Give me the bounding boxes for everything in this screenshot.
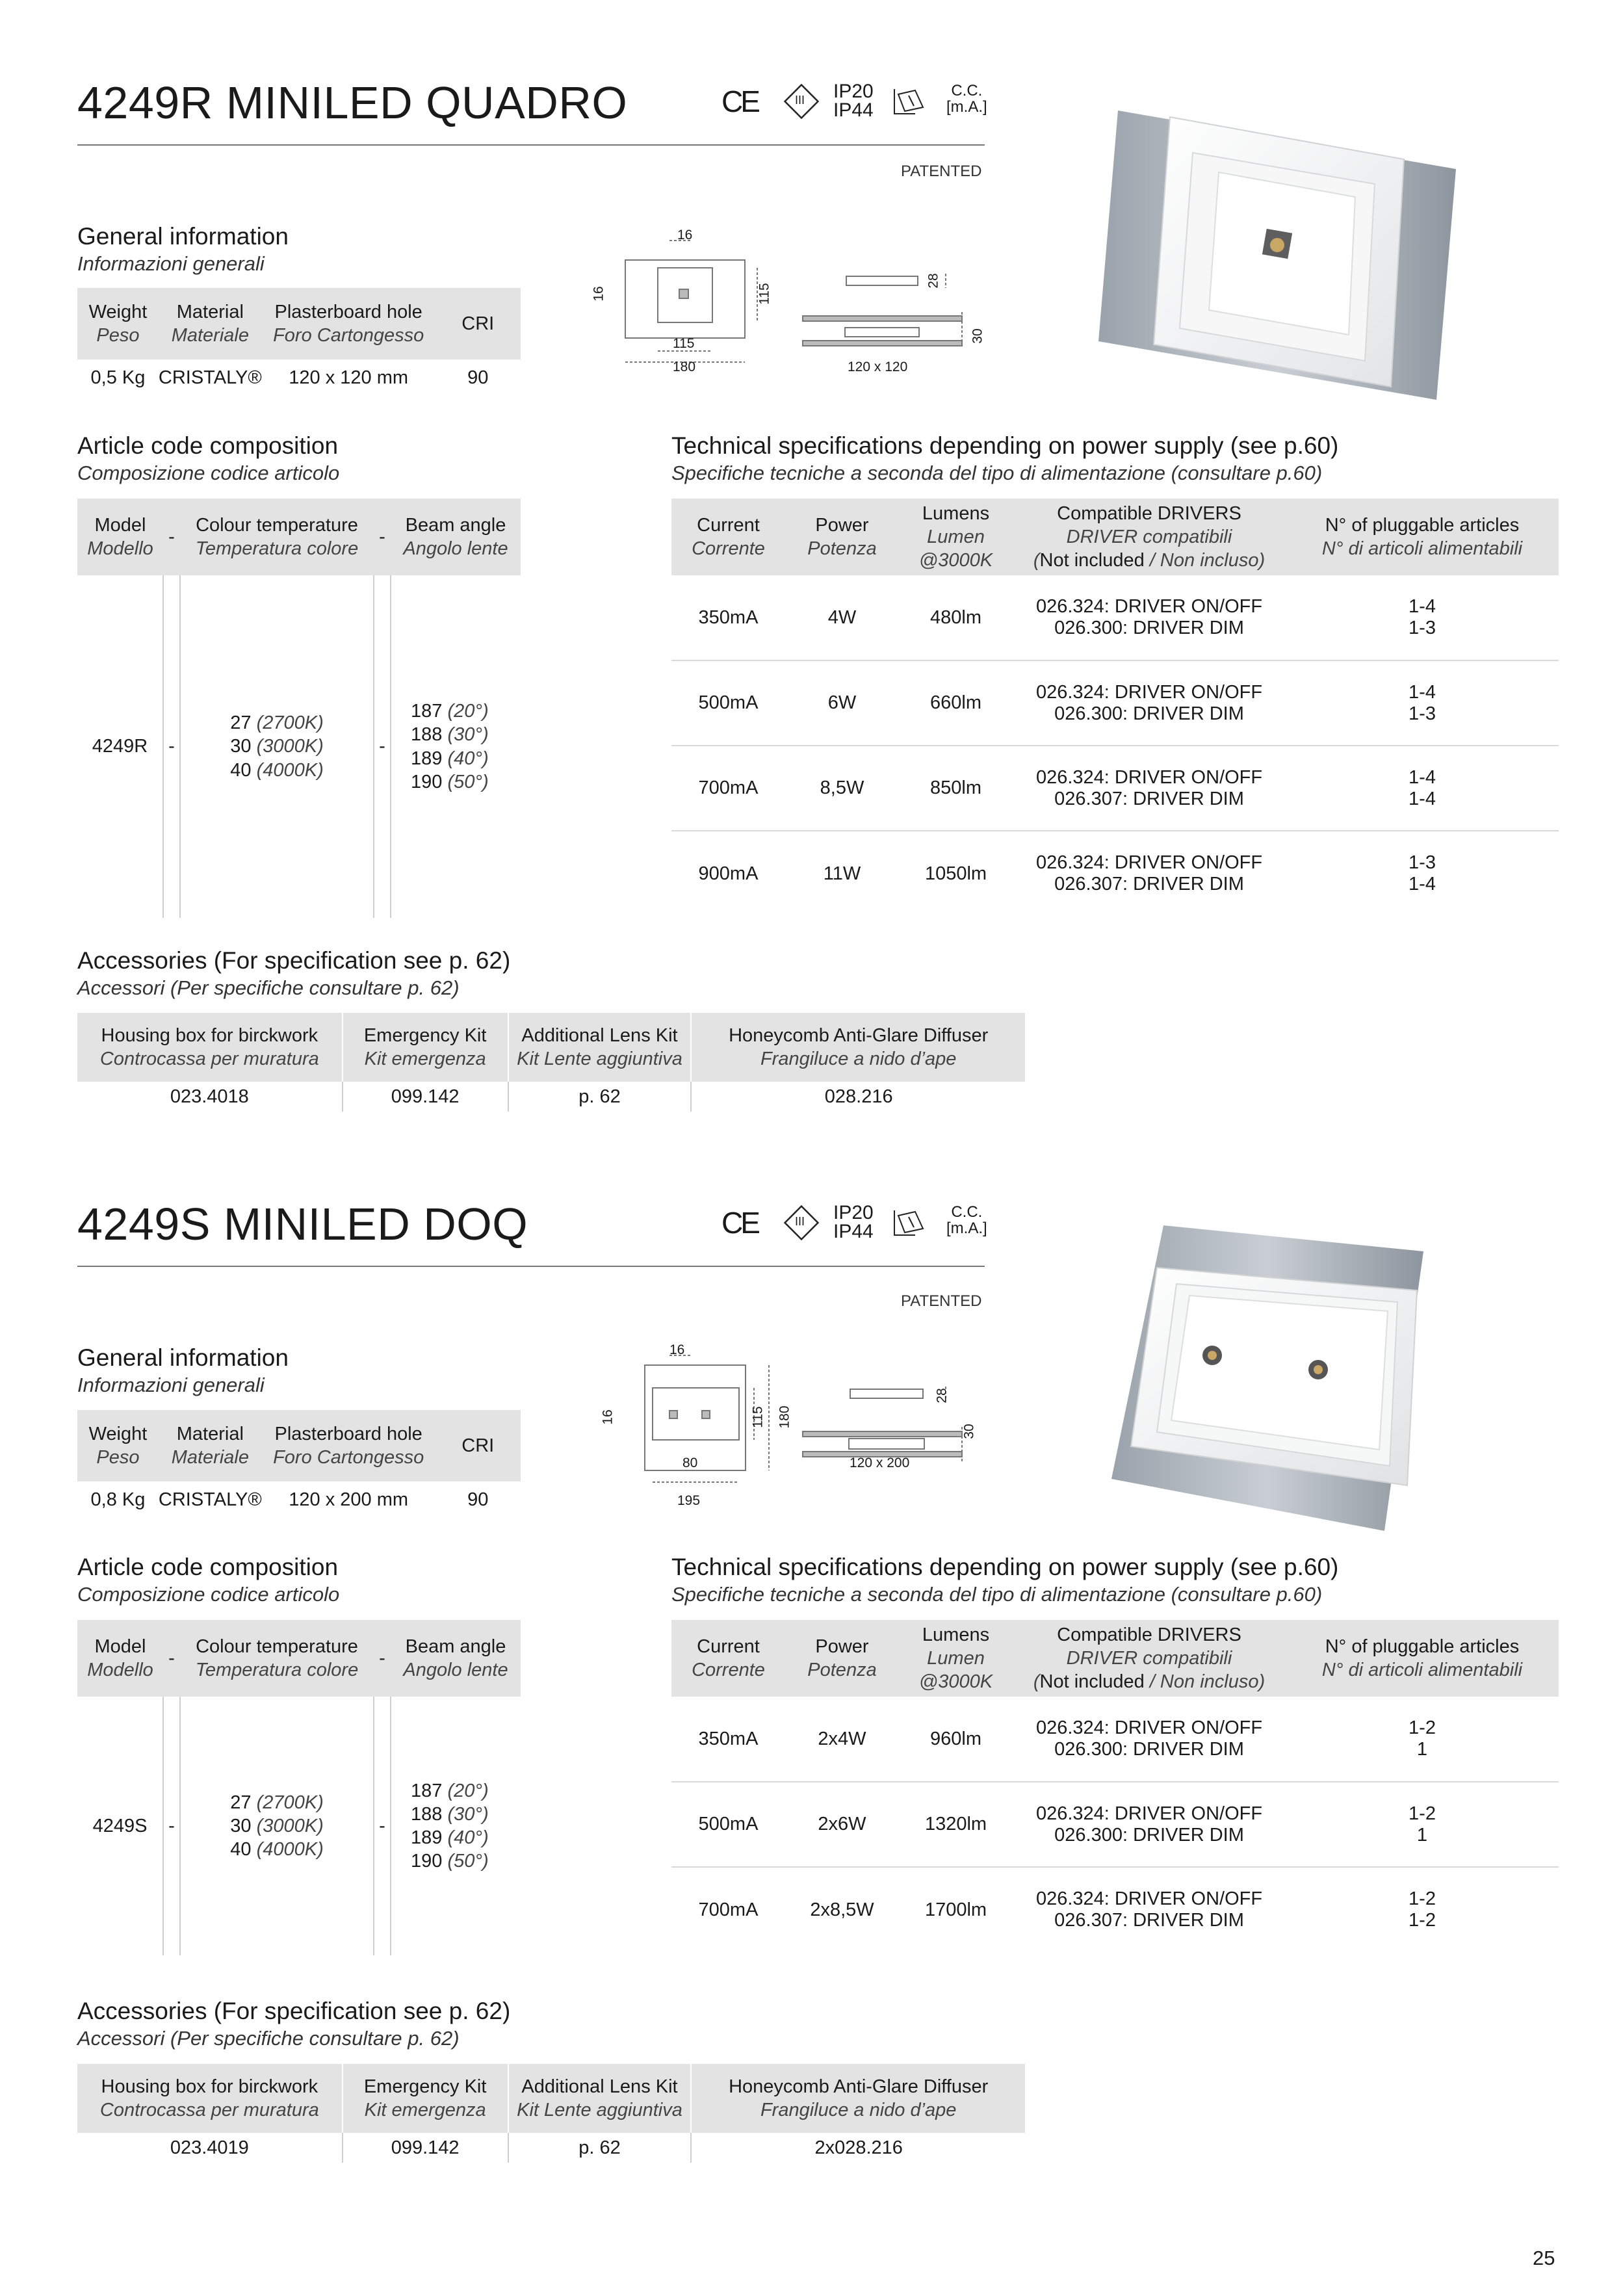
table-row: 350mA 4W 480lm 026.324: DRIVER ON/OFF 026.300: DRIVER DIM 1-4 1-3 — [671, 575, 1559, 660]
accessories-heading-it: Accessori (Per specifiche consultare p. 62) — [77, 976, 460, 999]
col-emergency-kit: Emergency Kit Kit emergenza — [343, 1013, 508, 1082]
tech-spec-heading: Technical specifications depending on power supply (see p.60) — [671, 1554, 1339, 1580]
diffuser-code: 2x028.216 — [814, 2137, 903, 2158]
ip44-label: IP44 — [833, 99, 874, 121]
patented-label: PATENTED — [901, 1292, 982, 1310]
certification-icons — [721, 1203, 994, 1248]
model-value: 4249R — [77, 575, 163, 918]
table-row: 900mA 11W 1050lm 026.324: DRIVER ON/OFF 026.307: DRIVER DIM 1-3 1-4 — [698, 852, 1436, 894]
mounting-surface-icon — [889, 81, 929, 122]
cc-label: C.C. — [951, 1203, 983, 1221]
col-power: Power Potenza — [785, 499, 899, 575]
dim-30: 30 — [970, 328, 985, 344]
col-weight: Weight Peso — [77, 288, 159, 359]
certification-icons — [721, 81, 994, 127]
table-row: 700mA 2x8,5W 1700lm 026.324: DRIVER ON/OFF 026.307: DRIVER DIM 1-2 1-2 — [698, 1888, 1436, 1931]
dim-80: 80 — [682, 1455, 698, 1470]
tech-spec-heading-it: Specifiche tecniche a seconda del tipo di alimentazione (consultare p.60) — [671, 462, 1323, 484]
housing-box-code: 023.4019 — [77, 2133, 343, 2163]
col-drivers: Compatible DRIVERS DRIVER compatibili (Not included / Non incluso) — [1013, 499, 1286, 575]
dim-hole: 120 x 120 — [848, 359, 908, 374]
col-emergency-kit: Emergency Kit Kit emergenza — [343, 2064, 508, 2133]
col-dash: - — [163, 499, 180, 575]
housing-box-code: 023.4018 — [77, 1082, 343, 1112]
class-iii-label: III — [795, 94, 805, 107]
lens-kit-code: p. 62 — [508, 2133, 692, 2163]
dim-195: 195 — [677, 1493, 701, 1508]
dim-28: 28 — [926, 273, 941, 289]
dim-28: 28 — [934, 1388, 950, 1403]
constant-current-label — [946, 1204, 987, 1236]
accessories-table — [77, 2064, 1026, 2163]
accessories-heading: Accessories (For specification see p. 62) — [77, 947, 511, 974]
table-row: 500mA 2x6W 1320lm 026.324: DRIVER ON/OFF 026.300: DRIVER DIM 1-2 1 — [671, 1782, 1559, 1867]
weight-value: 0,8 Kg — [90, 1489, 146, 1510]
table-row: 500mA 6W 660lm 026.324: DRIVER ON/OFF 026.300: DRIVER DIM 1-4 1-3 — [671, 660, 1559, 746]
hole-value: 120 x 200 mm — [289, 1489, 409, 1510]
mounting-surface-icon — [889, 1203, 929, 1243]
tech-spec-table — [671, 499, 1559, 916]
col-hole: Plasterboard hole Foro Cartongesso — [262, 1410, 435, 1481]
title-rule — [77, 1266, 985, 1267]
ce-mark-icon: CE — [721, 1206, 758, 1240]
product-title: 4249R MINILED QUADRO — [77, 77, 628, 128]
dim-180: 180 — [673, 359, 696, 374]
col-pluggable: N° of pluggable articles N° di articoli alimentabili — [1286, 1620, 1559, 1697]
product-photo-4249r — [1098, 107, 1469, 400]
colour-temp-values: 27 (2700K) 30 (3000K) 40 (4000K) — [180, 1697, 374, 1955]
article-code-heading: Article code composition — [77, 1554, 339, 1580]
dim-115: 115 — [750, 1406, 766, 1428]
title-rule — [77, 144, 985, 146]
ip20-label: IP20 — [833, 81, 874, 102]
tech-spec-table — [671, 1620, 1559, 1952]
diffuser-code: 028.216 — [824, 1086, 893, 1107]
dim-16-side: 16 — [600, 1409, 616, 1425]
col-hole: Plasterboard hole Foro Cartongesso — [262, 288, 435, 359]
weight-value: 0,5 Kg — [90, 367, 146, 388]
constant-current-label — [946, 83, 987, 115]
emergency-kit-code: 099.142 — [343, 1082, 508, 1112]
ip44-label: IP44 — [833, 1220, 874, 1242]
ce-mark-icon: CE — [721, 85, 758, 118]
table-row: 350mA 2x4W 960lm 026.324: DRIVER ON/OFF 026.300: DRIVER DIM 1-2 1 — [671, 1697, 1559, 1782]
colour-temp-values: 27 (2700K) 30 (3000K) 40 (4000K) — [180, 575, 374, 918]
article-code-heading-it: Composizione codice articolo — [77, 462, 340, 484]
accessories-heading: Accessories (For specification see p. 62) — [77, 1998, 511, 2024]
col-cri: CRI — [435, 1410, 521, 1481]
col-lens-kit: Additional Lens Kit Kit Lente aggiuntiva — [508, 2064, 692, 2133]
tech-spec-heading-it: Specifiche tecniche a seconda del tipo di alimentazione (consultare p.60) — [671, 1583, 1323, 1606]
general-info-heading-it: Informazioni generali — [77, 252, 265, 275]
col-model: Model Modello — [77, 1620, 163, 1697]
col-current: Current Corrente — [671, 499, 785, 575]
col-beam-angle: Beam angle Angolo lente — [391, 1620, 521, 1697]
col-current: Current Corrente — [671, 1620, 785, 1697]
dim-30: 30 — [961, 1424, 977, 1439]
general-info-heading: General information — [77, 1344, 289, 1371]
page-number: 25 — [1533, 2247, 1555, 2269]
col-colour-temp: Colour temperature Temperatura colore — [180, 499, 374, 575]
beam-angle-values: 187 (20°) 188 (30°) 189 (40°) 190 (50°) — [411, 1780, 489, 1872]
technical-drawing-4249r — [585, 221, 1001, 384]
col-dash: - — [163, 1620, 180, 1697]
accessories-heading-it: Accessori (Per specifiche consultare p. 62) — [77, 2027, 460, 2050]
col-material: Material Materiale — [159, 1410, 262, 1481]
material-value: CRISTALY® — [158, 367, 262, 388]
emergency-kit-code: 099.142 — [343, 2133, 508, 2163]
col-lens-kit: Additional Lens Kit Kit Lente aggiuntiva — [508, 1013, 692, 1082]
ip-rating — [833, 1204, 874, 1241]
product-photo-4249s — [1111, 1225, 1443, 1531]
col-material: Material Materiale — [159, 288, 262, 359]
dim-180: 180 — [777, 1405, 792, 1429]
class-iii-label: III — [795, 1215, 805, 1228]
technical-drawing-4249s — [585, 1336, 1001, 1511]
col-lumens: Lumens Lumen @3000K — [899, 499, 1013, 575]
general-info-table — [77, 1410, 521, 1519]
cri-value: 90 — [467, 1489, 489, 1510]
dash: - — [163, 1697, 180, 1955]
col-diffuser: Honeycomb Anti-Glare Diffuser Frangiluce a nido d’ape — [691, 1013, 1026, 1082]
general-info-heading-it: Informazioni generali — [77, 1374, 265, 1396]
col-lumens: Lumens Lumen @3000K — [899, 1620, 1013, 1697]
col-model: Model Modello — [77, 499, 163, 575]
product-title: 4249S MINILED DOQ — [77, 1199, 528, 1249]
table-row: 700mA 8,5W 850lm 026.324: DRIVER ON/OFF 026.307: DRIVER DIM 1-4 1-4 — [671, 746, 1559, 831]
col-drivers: Compatible DRIVERS DRIVER compatibili (Not included / Non incluso) — [1013, 1620, 1286, 1697]
accessories-table — [77, 1013, 1026, 1112]
model-value: 4249S — [77, 1697, 163, 1955]
dim-115-width: 115 — [673, 336, 695, 351]
tech-spec-heading: Technical specifications depending on power supply (see p.60) — [671, 432, 1339, 459]
article-code-table — [77, 1620, 521, 1955]
col-diffuser: Honeycomb Anti-Glare Diffuser Frangiluce a nido d’ape — [691, 2064, 1026, 2133]
dash: - — [163, 575, 180, 918]
article-code-table — [77, 499, 521, 918]
ma-label: [m.A.] — [946, 98, 987, 116]
col-cri: CRI — [435, 288, 521, 359]
dash: - — [374, 1697, 391, 1955]
ma-label: [m.A.] — [946, 1220, 987, 1238]
cri-value: 90 — [467, 367, 489, 388]
article-code-heading: Article code composition — [77, 432, 339, 459]
cc-label: C.C. — [951, 82, 983, 99]
general-info-heading: General information — [77, 223, 289, 250]
beam-angle-values: 187 (20°) 188 (30°) 189 (40°) 190 (50°) — [411, 701, 489, 792]
col-pluggable: N° of pluggable articles N° di articoli alimentabili — [1286, 499, 1559, 575]
article-code-heading-it: Composizione codice articolo — [77, 1583, 340, 1606]
ip20-label: IP20 — [833, 1202, 874, 1223]
col-beam-angle: Beam angle Angolo lente — [391, 499, 521, 575]
col-housing-box: Housing box for birckwork Controcassa per muratura — [77, 2064, 343, 2133]
dim-16-top: 16 — [677, 228, 693, 242]
hole-value: 120 x 120 mm — [289, 367, 409, 388]
general-info-table — [77, 288, 521, 397]
col-power: Power Potenza — [785, 1620, 899, 1697]
dim-16-top: 16 — [669, 1342, 685, 1357]
dash: - — [374, 575, 391, 918]
lens-kit-code: p. 62 — [508, 1082, 692, 1112]
col-housing-box: Housing box for birckwork Controcassa per muratura — [77, 1013, 343, 1082]
col-weight: Weight Peso — [77, 1410, 159, 1481]
col-colour-temp: Colour temperature Temperatura colore — [180, 1620, 374, 1697]
dim-hole: 120 x 200 — [850, 1455, 910, 1470]
ip-rating — [833, 83, 874, 120]
material-value: CRISTALY® — [158, 1489, 262, 1510]
patented-label: PATENTED — [901, 163, 982, 180]
col-dash: - — [374, 1620, 391, 1697]
dim-115-height: 115 — [757, 283, 772, 305]
dim-16-side: 16 — [591, 286, 606, 302]
col-dash: - — [374, 499, 391, 575]
